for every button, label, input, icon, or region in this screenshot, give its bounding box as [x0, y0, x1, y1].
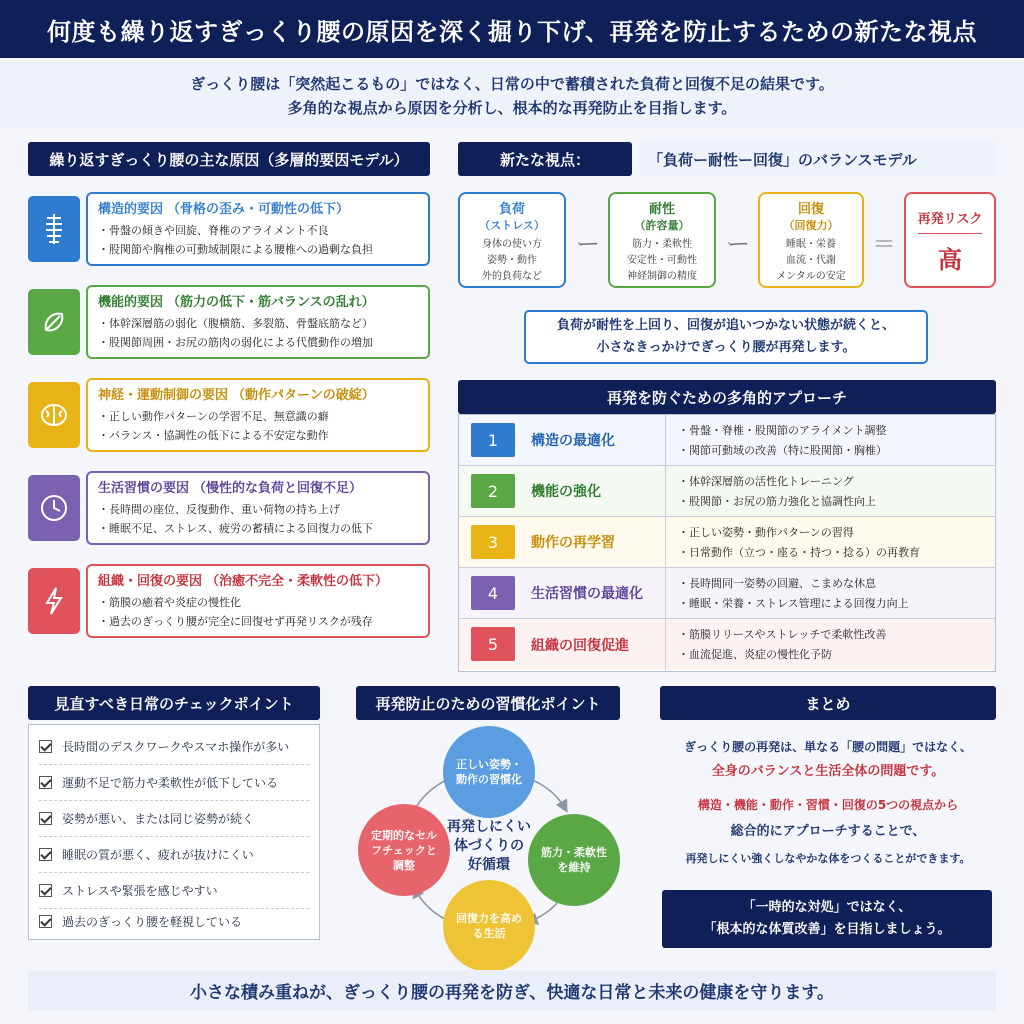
cause-lifestyle [28, 471, 430, 549]
intro-line-1: ぎっくり腰は「突然起こるもの」ではなく、日常の中で蓄積された負荷と回復不足の結果です。 [190, 75, 834, 93]
balance-box-subtitle: （回復力） [783, 219, 839, 232]
cause-subtitle: （治癒不完全・柔軟性の低下） [206, 574, 389, 589]
approach-number: 2 [471, 474, 515, 508]
balance-box-line: 筋力・柔軟性 [632, 239, 692, 250]
cause-card [86, 471, 430, 545]
approach-desc [665, 568, 995, 618]
cause-line: ・股関節周囲・お尻の筋肉の弱化による代償動作の増加 [98, 336, 373, 349]
approach-line: ・血流促進、炎症の慢性化予防 [678, 648, 832, 661]
approach-number: 3 [471, 525, 515, 559]
balance-box-tolerance [608, 192, 716, 288]
balance-label: 新たな視点： [458, 142, 632, 176]
minus-sign: ー [576, 230, 600, 258]
cause-subtitle: （動作パターンの破綻） [232, 388, 375, 403]
approach-number: 4 [471, 576, 515, 610]
approach-number: 5 [471, 627, 515, 661]
cause-line: ・体幹深層筋の弱化（腹横筋、多裂筋、骨盤底筋など） [98, 317, 373, 330]
habit-center-line: 体づくりの [454, 838, 524, 854]
checkpoints-heading: 見直すべき日常のチェックポイント [28, 686, 320, 720]
footer-message: 小さな積み重ねが、ぎっくり腰の再発を防ぎ、快適な日常と未来の健康を守ります。 [28, 970, 996, 1010]
cause-functional [28, 285, 430, 363]
cause-title: 神経・運動制御の要因 [98, 388, 229, 403]
cause-card [86, 564, 430, 638]
habit-center [436, 818, 542, 875]
habits-heading: 再発防止のための習慣化ポイント [356, 686, 620, 720]
check-item [39, 765, 309, 801]
cause-line: ・バランス・協調性の低下による不安定な動作 [98, 429, 329, 442]
cause-tissue [28, 564, 430, 642]
equals-sign: ＝ [872, 230, 896, 258]
cause-line: ・股関節や胸椎の可動域制限による腰椎への過剰な負担 [98, 243, 373, 256]
summary-line-highlight: 構造・機能・動作・習慣・回復の5つの視点から [697, 798, 959, 812]
balance-box-line: 安定性・可動性 [627, 255, 697, 266]
approach-row [459, 466, 995, 517]
cause-card [86, 192, 430, 266]
balance-note-line: 負荷が耐性を上回り、回復が追いつかない状態が続くと、 [556, 318, 895, 333]
lightning-icon [28, 568, 80, 634]
risk-divider [918, 233, 982, 234]
risk-value: 高 [938, 246, 962, 274]
risk-box [904, 192, 996, 288]
cause-title: 組織・回復の要因 [98, 574, 203, 589]
cause-line: ・長時間の座位、反復動作、重い荷物の持ち上げ [98, 503, 340, 516]
habit-circle-left: 定期的なセルフチェックと調整 [358, 804, 450, 896]
balance-box-title: 負荷 [498, 202, 525, 217]
cause-title: 機能的要因 [98, 295, 164, 310]
summary-line: ぎっくり腰の再発は、単なる「腰の問題」ではなく、 [684, 740, 972, 754]
habit-circle-right: 筋力・柔軟性を維持 [528, 814, 620, 906]
balance-box-subtitle: （ストレス） [479, 219, 545, 232]
summary-quote [662, 890, 992, 948]
check-item-label: 睡眠の質が悪く、疲れが抜けにくい [62, 848, 254, 862]
approach-row [459, 517, 995, 568]
cause-card [86, 285, 430, 359]
check-item-label: 過去のぎっくり腰を軽視している [62, 914, 243, 929]
checkbox-icon [39, 740, 52, 753]
check-item-label: 運動不足で筋力や柔軟性が低下している [62, 776, 279, 790]
approach-line: ・正しい姿勢・動作パターンの習得 [678, 526, 854, 539]
approach-line: ・日常動作（立つ・座る・持つ・捻る）の再教育 [678, 546, 920, 559]
habit-circle-bottom: 回復力を高める生活 [443, 880, 535, 972]
approach-label: 動作の再学習 [531, 535, 615, 551]
page-title: 何度も繰り返すぎっくり腰の原因を深く掘り下げ、再発を防止するための新たな視点 [0, 0, 1024, 58]
balance-box-line: 神経制御の精度 [627, 271, 697, 282]
habit-center-line: 再発しにくい [447, 819, 531, 835]
approach-table [458, 414, 996, 672]
check-item [39, 801, 309, 837]
balance-title: 「負荷ー耐性ー回復」のバランスモデル [640, 142, 996, 176]
cause-line: ・骨盤の傾きや回旋、脊椎のアライメント不良 [98, 224, 329, 237]
cause-subtitle: （骨格の歪み・可動性の低下） [167, 202, 350, 217]
cause-line: ・睡眠不足、ストレス、疲労の蓄積による回復力の低下 [98, 522, 373, 535]
approach-label: 機能の強化 [531, 484, 601, 500]
cause-card [86, 378, 430, 452]
habit-circle-top: 正しい姿勢・動作の習慣化 [443, 726, 535, 818]
checkbox-icon [39, 915, 52, 928]
cause-line: ・正しい動作パターンの学習不足、無意識の癖 [98, 410, 329, 423]
approach-row [459, 619, 995, 670]
check-item-label: ストレスや緊張を感じやすい [62, 884, 218, 898]
balance-box-subtitle: （許容量） [634, 219, 690, 232]
balance-box-line: 血流・代謝 [786, 255, 836, 266]
summary-quote-line: 「一時的な対処」ではなく、 [742, 900, 912, 915]
checkpoints-list [28, 724, 320, 940]
checkbox-icon [39, 884, 52, 897]
summary-heading: まとめ [660, 686, 996, 720]
intro-text [0, 62, 1024, 128]
causes-heading: 繰り返すぎっくり腰の主な原因（多層的要因モデル） [28, 142, 430, 176]
approach-row [459, 568, 995, 619]
cause-line: ・筋膜の癒着や炎症の慢性化 [98, 596, 241, 609]
habit-center-line: 好循環 [468, 857, 510, 873]
cause-subtitle: （慢性的な負荷と回復不足） [193, 481, 363, 496]
risk-label: 再発リスク [917, 212, 983, 227]
cause-line: ・過去のぎっくり腰が完全に回復せず再発リスクが残存 [98, 615, 373, 628]
checkbox-icon [39, 812, 52, 825]
cause-title: 構造的要因 [98, 202, 164, 217]
balance-box-title: 回復 [797, 202, 824, 217]
approach-label: 組織の回復促進 [531, 637, 629, 654]
muscle-icon [28, 289, 80, 355]
cause-title: 生活習慣の要因 [98, 481, 190, 496]
check-item-label: 姿勢が悪い、または同じ姿勢が続く [62, 812, 255, 826]
approach-label: 生活習慣の最適化 [531, 586, 643, 602]
check-item-label: 長時間のデスクワークやスマホ操作が多い [62, 740, 290, 754]
cause-subtitle: （筋力の低下・筋バランスの乱れ） [167, 295, 375, 310]
intro-line-2: 多角的な視点から原因を分析し、根本的な再発防止を目指します。 [287, 99, 737, 117]
balance-box-load [458, 192, 566, 288]
cause-neuromotor [28, 378, 430, 456]
summary-line: 総合的にアプローチすることで、 [730, 824, 926, 839]
approach-desc [665, 517, 995, 567]
clock-icon [28, 475, 80, 541]
balance-box-line: 姿勢・動作 [487, 255, 537, 266]
approach-desc [665, 415, 995, 465]
balance-box-line: 睡眠・栄養 [786, 239, 836, 250]
checkbox-icon [39, 848, 52, 861]
balance-note [524, 310, 928, 364]
balance-box-title: 耐性 [648, 202, 675, 217]
approach-number: 1 [471, 423, 515, 457]
balance-box-line: 外的負荷など [482, 271, 542, 282]
balance-box-recovery [758, 192, 864, 288]
summary-quote-line: 「根本的な体質改善」を目指しましょう。 [703, 922, 951, 937]
spine-icon [28, 196, 80, 262]
check-item [39, 729, 309, 765]
checkbox-icon [39, 776, 52, 789]
balance-box-line: 身体の使い方 [482, 239, 542, 250]
approach-line: ・長時間同一姿勢の回避、こまめな休息 [678, 577, 876, 590]
summary-body [660, 728, 996, 868]
approach-line: ・筋膜リリースやストレッチで柔軟性改善 [678, 628, 887, 641]
approach-desc [665, 619, 995, 670]
approach-line: ・睡眠・栄養・ストレス管理による回復力向上 [678, 597, 909, 610]
approach-line: ・骨盤・脊椎・股関節のアライメント調整 [678, 424, 887, 437]
balance-box-line: メンタルの安定 [776, 271, 846, 282]
brain-icon [28, 382, 80, 448]
approach-label: 構造の最適化 [531, 433, 615, 449]
check-item [39, 903, 309, 939]
approach-line: ・体幹深層筋の活性化トレーニング [678, 475, 854, 488]
minus-sign: ー [726, 230, 750, 258]
summary-line: 再発しにくい強くしなやかな体をつくることができます。 [685, 852, 971, 865]
approach-row [459, 415, 995, 466]
approach-line: ・股関節・お尻の筋力強化と協調性向上 [678, 495, 876, 508]
approach-desc [665, 466, 995, 516]
approach-heading: 再発を防ぐための多角的アプローチ [458, 380, 996, 414]
approach-line: ・関節可動域の改善（特に股関節・胸椎） [678, 444, 887, 457]
balance-note-line: 小さなきっかけでぎっくり腰が再発します。 [596, 340, 856, 355]
cause-structural [28, 192, 430, 270]
check-item [39, 837, 309, 873]
summary-line-highlight: 全身のバランスと生活全体の問題です。 [711, 764, 945, 779]
